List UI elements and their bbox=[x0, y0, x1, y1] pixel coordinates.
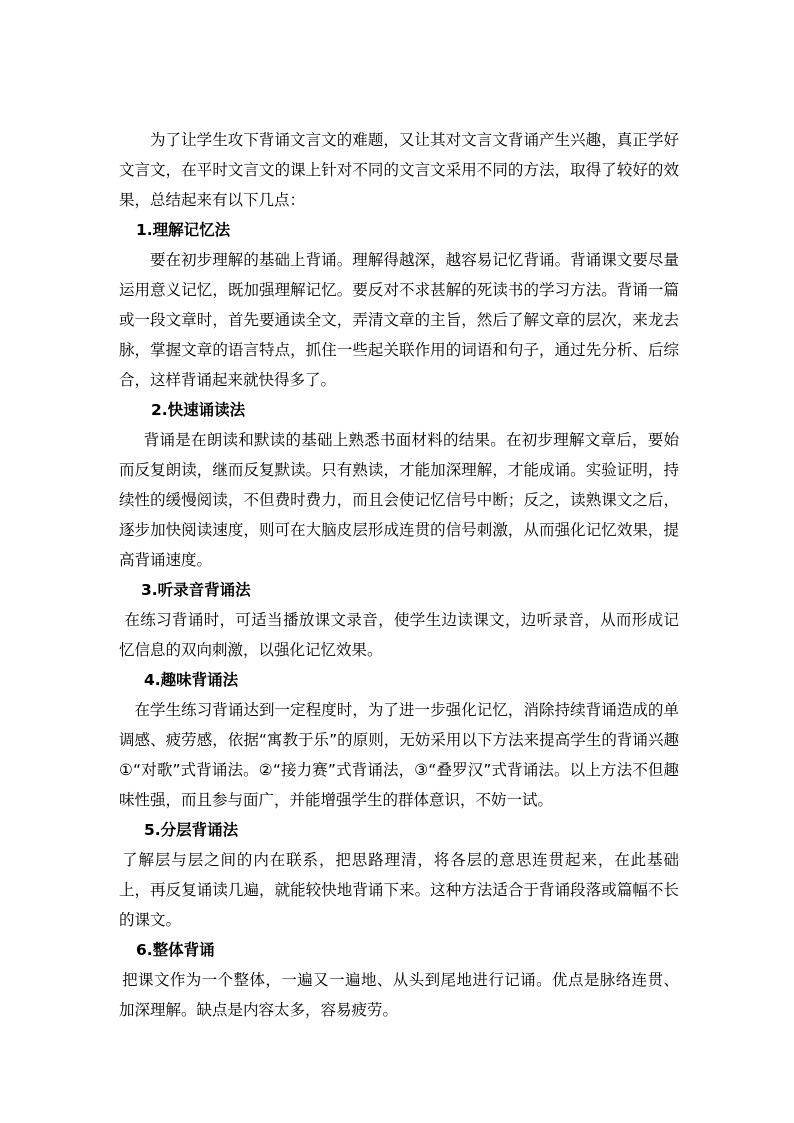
section-body-1: 要在初步理解的基础上背诵。理解得越深，越容易记忆背诵。背诵课文要尽量运用意义记忆，既加强理解记忆。要反对不求甚解的死读书的学习方法。背诵一篇或一段文章时，首先要通读全文，弄清文章的主旨，然后了解文章的层次，来龙去脉，掌握文章的语言特点，抓住一些起关联作用的词语和句子，通过先分析、后综合，这样背诵起来就快得多了。 bbox=[119, 251, 679, 389]
section-heading-4: 4.趣味背诵法 bbox=[144, 671, 239, 689]
section-body-4: 在学生练习背诵达到一定程度时，为了进一步强化记忆，消除持续背诵造成的单调感、疲劳感，依据“寓教于乐”的原则，无妨采用以下方法来提高学生的背诵兴趣 ①“对歌”式背诵法。②“接力赛”式背诵法，③“叠罗汉”式背诵法。以上方法不但趣味性强，而且参与面广，并能增强学生的群体意识，不妨一试。 bbox=[119, 701, 679, 809]
section-body-5: 了解层与层之间的内在联系，把思路理清，将各层的意思连贯起来，在此基础上，再反复诵读几遍，就能较快地背诵下来。这种方法适合于背诵段落或篇幅不长的课文。 bbox=[119, 851, 679, 929]
section-heading-2: 2.快速诵读法 bbox=[151, 401, 246, 419]
document-body bbox=[119, 125, 679, 1025]
section-body-6: 把课文作为一个整体，一遍又一遍地、从头到尾地进行记诵。优点是脉络连贯、加深理解。缺点是内容太多，容易疲劳。 bbox=[119, 971, 679, 1019]
section-heading-5: 5.分层背诵法 bbox=[144, 821, 239, 839]
intro-paragraph: 为了让学生攻下背诵文言文的难题，又让其对文言文背诵产生兴趣，真正学好文言文，在平时文言文的课上针对不同的文言文采用不同的方法，取得了较好的效果，总结起来有以下几点： bbox=[119, 131, 679, 209]
section-body-2: 背诵是在朗读和默读的基础上熟悉书面材料的结果。在初步理解文章后，要始而反复朗读，继而反复默读。只有熟读，才能加深理解，才能成诵。实验证明，持续性的缓慢阅读，不但费时费力，而且会使记忆信号中断；反之，读熟课文之后，逐步加快阅读速度，则可在大脑皮层形成连贯的信号刺激，从而强化记忆效果，提高背诵速度。 bbox=[119, 431, 679, 569]
section-heading-1: 1.理解记忆法 bbox=[136, 221, 231, 239]
section-body-3: 在练习背诵时，可适当播放课文录音，使学生边读课文，边听录音，从而形成记忆信息的双向刺激，以强化记忆效果。 bbox=[119, 611, 679, 659]
section-heading-6: 6.整体背诵 bbox=[136, 941, 215, 959]
section-heading-3: 3.听录音背诵法 bbox=[141, 581, 251, 599]
